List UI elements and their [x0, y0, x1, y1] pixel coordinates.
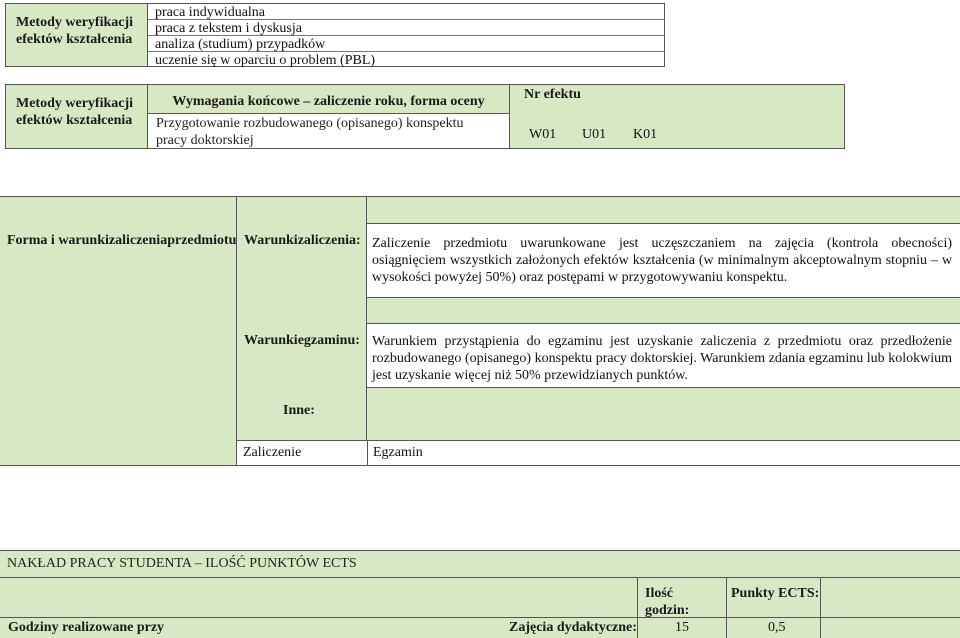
other-label: Inne:	[283, 403, 315, 418]
form-pass: Zaliczenie	[243, 445, 302, 460]
workload-row-divider	[726, 618, 727, 638]
row-divider	[148, 51, 665, 52]
workload-header-row	[0, 578, 960, 618]
ects-value: 0,5	[768, 620, 786, 635]
workload-header-divider	[637, 578, 638, 618]
methods-label-cell	[5, 3, 148, 67]
exam-conditions-label: Warunkiegzaminu:	[244, 333, 360, 348]
workload-header-divider	[820, 578, 821, 618]
effect-code: W01	[529, 127, 557, 142]
ects-header: Punkty ECTS:	[731, 586, 820, 601]
requirement-cell	[148, 114, 510, 149]
pass-conditions-cell	[367, 223, 960, 298]
effects-header: Nr efektu	[524, 87, 581, 102]
verification-label: Metody weryfikacji efektów kształcenia	[16, 96, 134, 128]
form-conditions-label: Forma i warunkizaliczeniaprzedmiotu	[7, 233, 237, 248]
workload-row-divider	[637, 618, 638, 638]
workload-header-divider	[726, 578, 727, 618]
form-exam: Egzamin	[373, 445, 423, 460]
hours-value: 15	[675, 620, 689, 635]
assessment-form-row	[236, 440, 960, 465]
method-item: analiza (studium) przypadków	[155, 37, 326, 52]
requirement-text: Przygotowanie rozbudowanego (opisanego) konspektu pracy doktorskiej	[156, 116, 464, 148]
requirements-header: Wymagania końcowe – zaliczenie roku, forma oceny	[172, 94, 485, 109]
workload-data-row	[0, 618, 960, 638]
effect-code: U01	[582, 127, 607, 142]
pass-conditions-label: Warunkizaliczenia:	[244, 233, 361, 248]
method-item: praca indywidualna	[155, 5, 266, 20]
method-item: uczenie się w oparciu o problem (PBL)	[155, 53, 376, 68]
hours-row-label: Godziny realizowane przy	[8, 620, 165, 635]
effects-cell	[510, 84, 845, 149]
workload-title: NAKŁAD PRACY STUDENTA – ILOŚĆ PUNKTÓW ECTS	[7, 556, 357, 571]
assessment-form-divider	[367, 441, 368, 466]
pass-conditions-text: Zaliczenie przedmiotu uwarunkowane jest uczęszczaniem na zajęcia (kontrola obecności) osiągnięciem wszystkich założonych efektów kształcenia (w minimalnym akceptowalnym stopniu – w wysokości powyżej 50%) oraz postępami w przygotowywaniu konspektu.	[372, 236, 952, 285]
row-divider	[148, 35, 665, 36]
verification-label-cell	[5, 84, 148, 149]
workload-row-divider	[820, 618, 821, 638]
requirements-header-cell	[148, 84, 510, 114]
class-type-label: Zajęcia dydaktyczne:	[509, 620, 637, 635]
exam-conditions-cell	[367, 323, 960, 388]
row-divider	[148, 19, 665, 20]
hours-header: Ilość godzin:	[645, 586, 690, 618]
methods-label: Metody weryfikacji efektów kształcenia	[16, 15, 134, 47]
form-conditions-block	[0, 196, 960, 466]
exam-conditions-text: Warunkiem przystąpienia do egzaminu jest uzyskanie zaliczenia z przedmiotu oraz przedłożenie rozbudowanego (opisanego) konspektu pracy doktorskiej. Warunkiem zdania egzaminu lub kolokwium jest uzyskanie więcej niż 50% przewidzianych punktów.	[372, 334, 952, 383]
workload-title-cell	[0, 550, 960, 578]
method-item: praca z tekstem i dyskusja	[155, 21, 302, 36]
effect-code: K01	[633, 127, 658, 142]
